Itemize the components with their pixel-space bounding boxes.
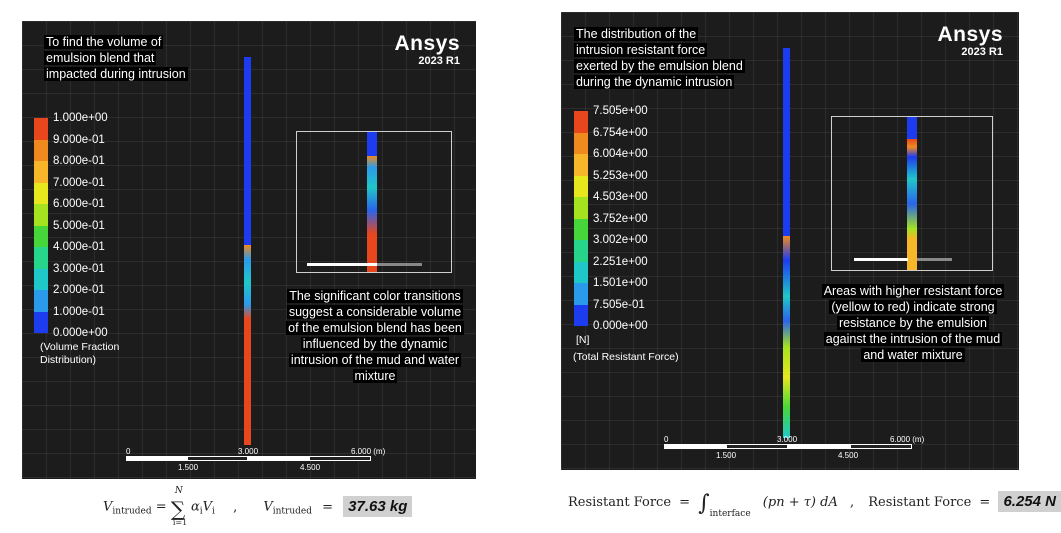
legend-caption-line: Distribution) [40, 354, 97, 366]
legend-caption [40, 341, 119, 367]
volume-result: 37.63 kg [343, 496, 412, 517]
legend-tick: 5.000e-01 [53, 219, 105, 232]
formula-symbol: V [202, 499, 213, 515]
integral-symbol: ∫ [698, 491, 710, 516]
formula-subscript: interface [709, 509, 751, 519]
annotation-line: resistance by the emulsion [839, 316, 987, 330]
panel-title [574, 26, 745, 90]
panel-title [44, 34, 188, 82]
formula-subscript: intruded [272, 506, 312, 517]
title-line: The distribution of the [576, 27, 697, 41]
legend-colorbar [34, 118, 48, 333]
annotation [813, 283, 1013, 363]
annotation-line: Areas with higher resistant force [823, 284, 1003, 298]
formula-equals: = [979, 495, 991, 510]
legend-tick: 9.000e-01 [53, 133, 105, 146]
title-line: intrusion resistant force [576, 43, 706, 57]
legend-tick: 7.000e-01 [53, 176, 105, 189]
volume-fraction-panel [22, 21, 476, 479]
title-line: during the dynamic intrusion [576, 75, 733, 89]
zoom-inset [831, 116, 993, 271]
legend-unit: [N] [576, 334, 590, 346]
legend-colorbar [574, 111, 588, 326]
annotation-line: suggest a considerable volume [288, 305, 462, 319]
annotation-line: intrusion of the mud and water [290, 353, 460, 367]
length-scale [126, 447, 386, 473]
legend-caption-line: (Volume Fraction [40, 341, 120, 353]
simulation-column [783, 48, 790, 438]
scale-label: 4.500 [300, 463, 321, 472]
legend-tick: 6.754e+00 [593, 126, 648, 139]
legend-tick: 6.000e-01 [53, 198, 105, 210]
annotation-line: (yellow to red) indicate strong [831, 300, 995, 314]
formula-equals: = [155, 499, 167, 515]
formula-separator: , [233, 499, 238, 515]
legend-tick: 3.000e-01 [53, 262, 105, 275]
formula-label: Resistant Force [568, 495, 672, 510]
legend-tick: 1.000e+00 [53, 112, 108, 124]
brand-name: Ansys [937, 23, 1003, 46]
legend-tick: 4.503e+00 [593, 191, 648, 203]
scale-label: 3.000 [238, 447, 259, 456]
legend-ticks [593, 105, 648, 342]
brand-name: Ansys [394, 32, 460, 55]
brand-version: 2023 R1 [961, 46, 1003, 58]
scale-label: 0 [664, 435, 669, 444]
legend-tick: 1.501e+00 [593, 277, 648, 289]
scale-label: 6.000 (m) [351, 447, 386, 456]
formula-symbol: α [190, 499, 200, 515]
brand-version: 2023 R1 [418, 55, 460, 67]
resistant-force-panel [561, 12, 1019, 470]
legend-tick: 6.004e+00 [593, 148, 648, 160]
legend-tick: 7.505e-01 [593, 298, 645, 311]
legend-tick: 3.752e+00 [593, 212, 648, 225]
sum-symbol: N ∑ i=1 [170, 486, 188, 527]
formula-equals: = [322, 499, 334, 515]
title-line: emulsion blend that [46, 51, 155, 65]
legend-tick: 7.505e+00 [593, 105, 648, 117]
simulation-column [244, 57, 251, 445]
scale-label: 1.500 [178, 463, 199, 472]
scale-label: 0 [126, 447, 131, 456]
formula-separator: , [849, 495, 855, 510]
legend-caption-text: (Total Resistant Force) [573, 351, 679, 363]
legend-tick: 4.000e-01 [53, 241, 105, 253]
annotation-line: The significant color transitions [289, 289, 461, 303]
annotation-line: influenced by the dynamic [302, 337, 448, 351]
ansys-logo [394, 33, 460, 67]
legend-tick: 3.002e+00 [593, 234, 648, 246]
legend-tick: 2.000e-01 [53, 284, 105, 296]
title-line: impacted during intrusion [46, 67, 186, 81]
title-line: exerted by the emulsion blend [576, 59, 743, 73]
scale-label: 4.500 [838, 451, 859, 460]
annotation-line: of the emulsion blend has been [288, 321, 462, 335]
formula-subscript: i [199, 506, 203, 517]
formula-symbol: V [263, 499, 273, 515]
ansys-logo [937, 24, 1003, 58]
resistant-force-formula [568, 491, 1061, 519]
title-line: To find the volume of [46, 35, 162, 49]
formula-integrand: (pn + τ) dA [762, 495, 838, 510]
annotation-line: and water mixture [863, 348, 963, 362]
length-scale [664, 435, 925, 461]
legend-ticks [53, 112, 108, 349]
formula-subscript: intruded [112, 506, 152, 517]
legend-tick: 0.000e+00 [593, 320, 648, 332]
legend-tick: 2.251e+00 [593, 255, 648, 268]
sum-upper: N [174, 486, 183, 496]
zoom-inset [296, 131, 452, 273]
annotation-line: against the intrusion of the mud [825, 332, 1001, 346]
legend-caption [573, 334, 679, 364]
annotation-line: mixture [354, 369, 396, 383]
formula-subscript: i [212, 506, 215, 517]
formula-label: Resistant Force [868, 495, 972, 510]
legend-tick: 5.253e+00 [593, 169, 648, 182]
resistant-force-result: 6.254 N [998, 491, 1061, 512]
scale-label: 6.000 (m) [890, 435, 925, 444]
formula-symbol: V [103, 499, 113, 515]
sum-lower: i=1 [172, 518, 188, 527]
annotation [278, 288, 472, 384]
scale-label: 1.500 [716, 451, 737, 460]
scale-label: 3.000 [777, 435, 798, 444]
legend-tick: 0.000e+00 [53, 327, 108, 339]
legend-tick: 1.000e-01 [53, 305, 105, 318]
formula-equals: = [679, 495, 691, 510]
legend-tick: 8.000e-01 [53, 155, 105, 167]
volume-formula [103, 486, 412, 527]
